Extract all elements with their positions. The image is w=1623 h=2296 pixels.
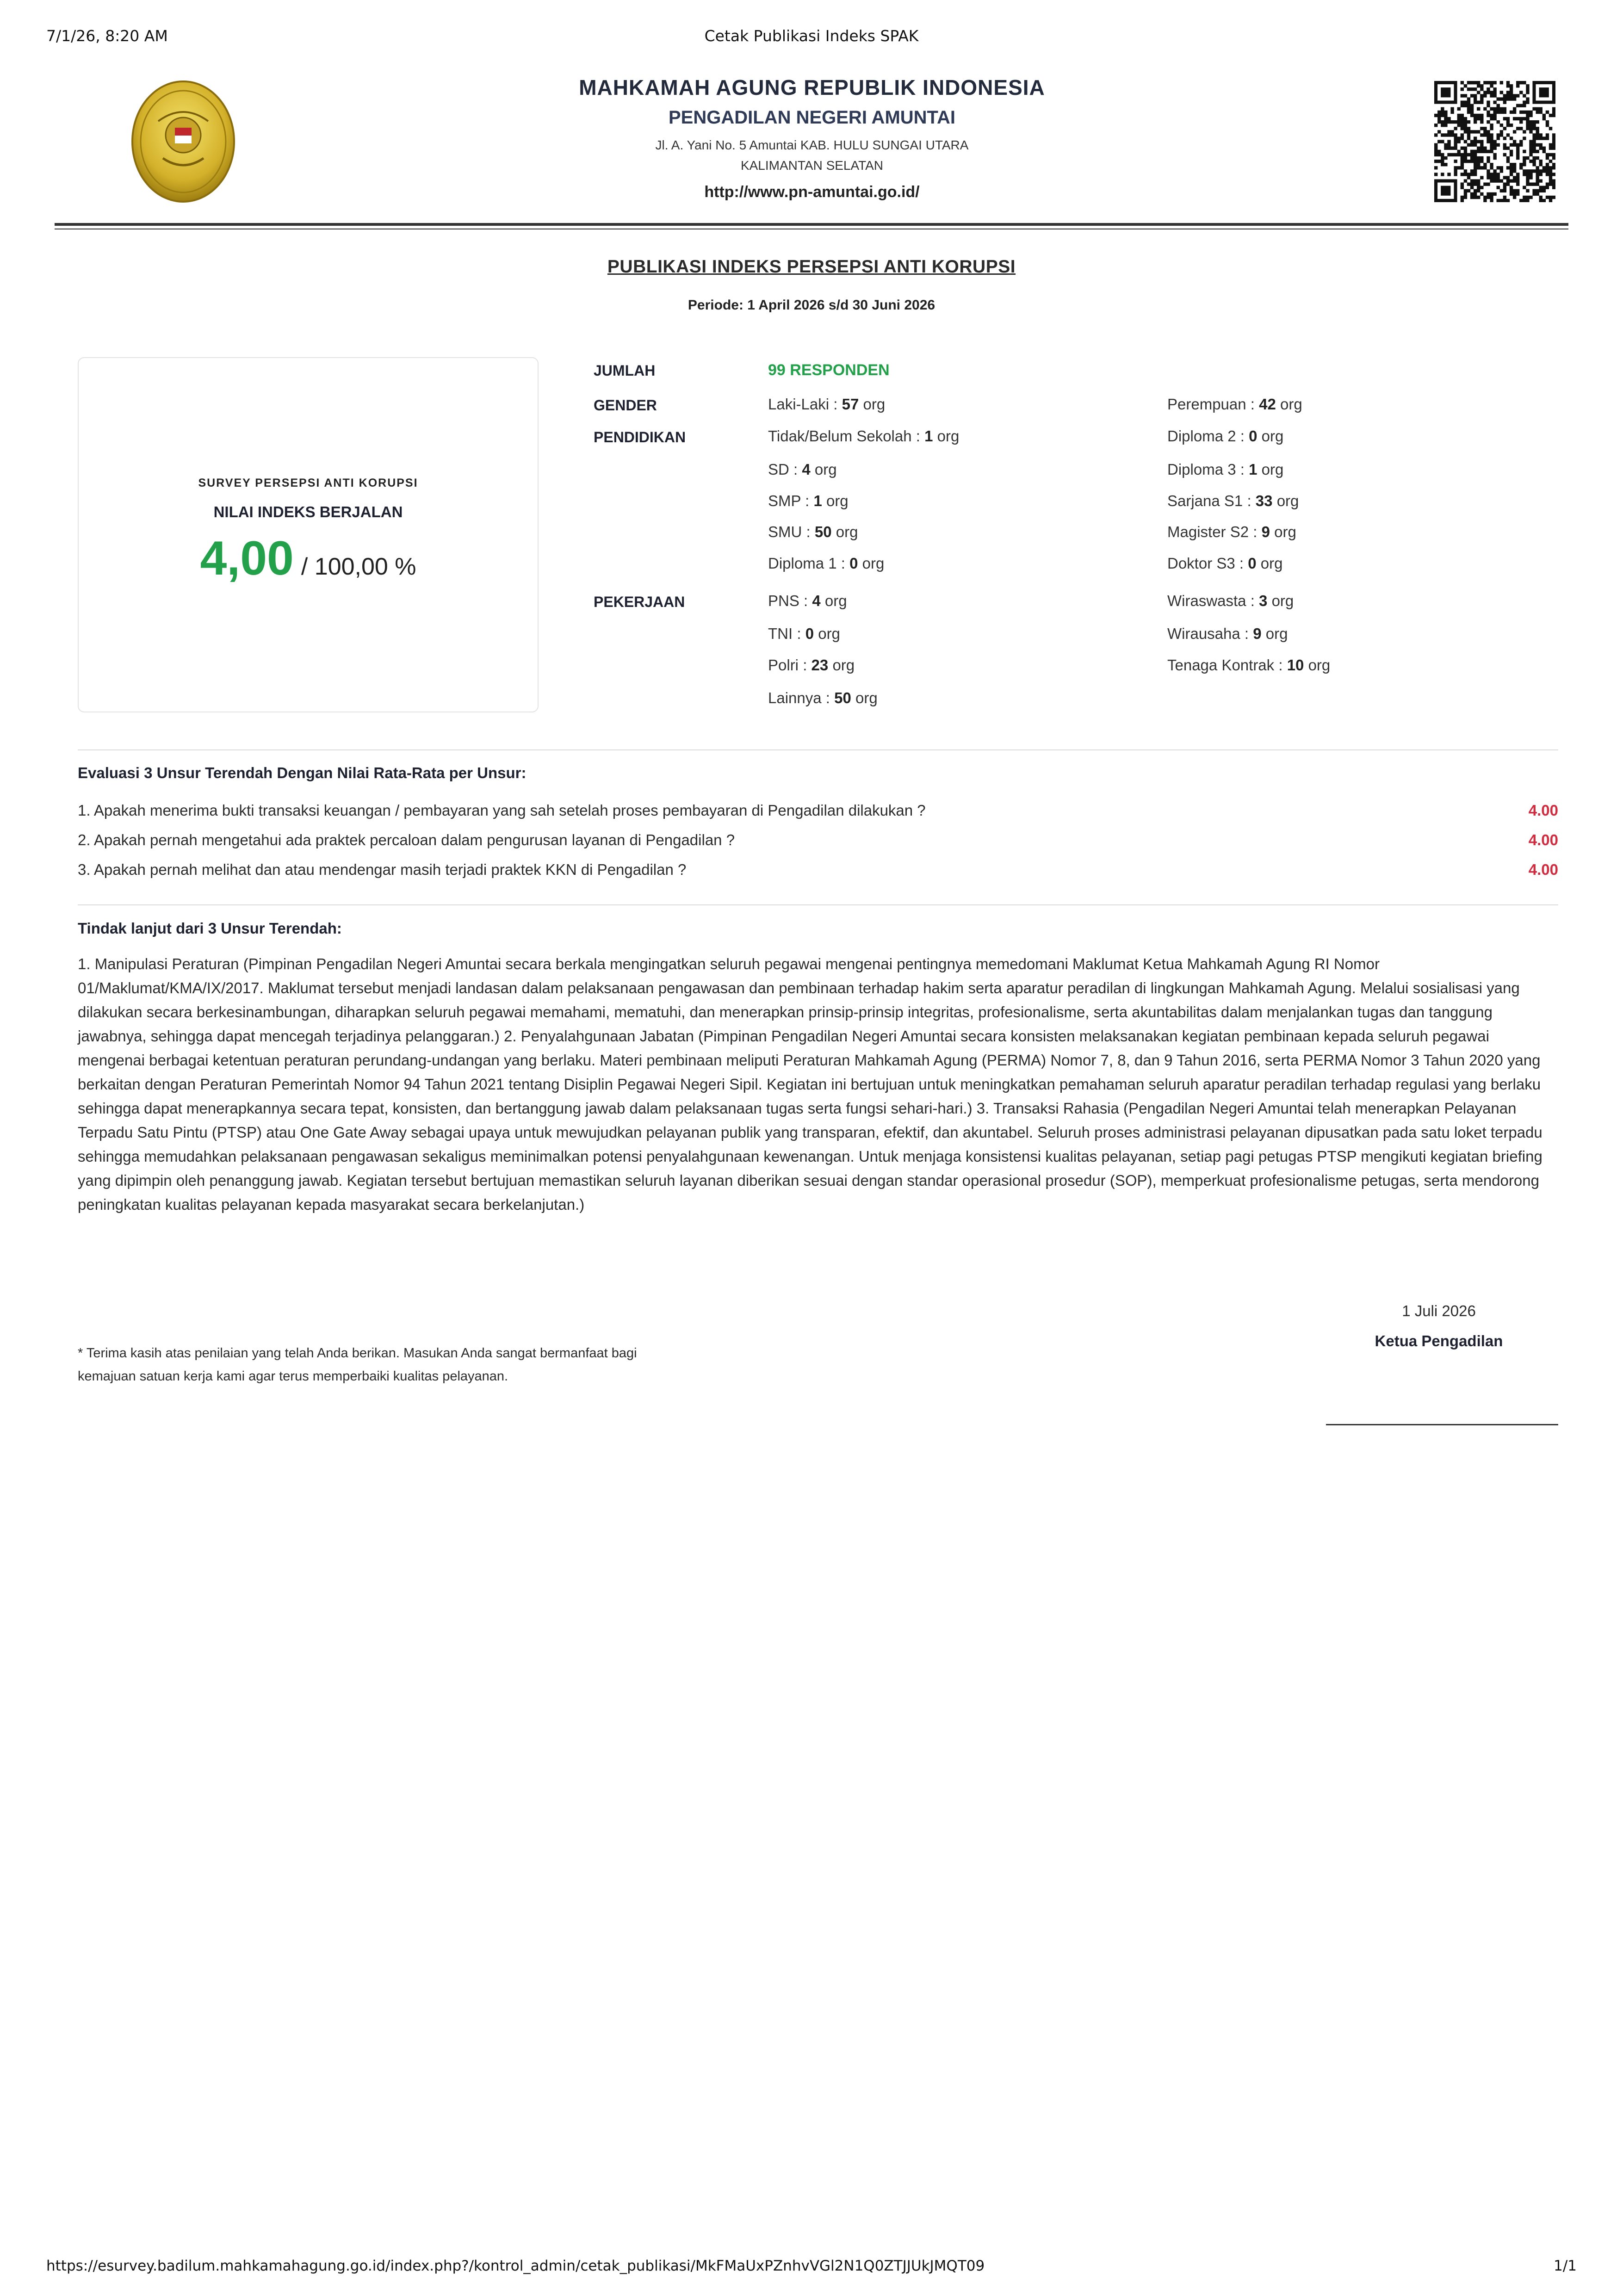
evaluation-score: 4.00 <box>1528 802 1558 819</box>
document-period: Periode: 1 April 2026 s/d 30 Juni 2026 <box>688 297 935 313</box>
stat-item: Magister S2 : 9 org <box>1167 523 1296 540</box>
stat-item: Diploma 1 : 0 org <box>768 555 885 572</box>
index-card-label: SURVEY PERSEPSI ANTI KORUPSI <box>198 477 418 489</box>
stat-item: Diploma 2 : 0 org <box>1167 427 1284 445</box>
stat-item: Diploma 3 : 1 org <box>1167 461 1284 478</box>
note-line-1: * Terima kasih atas penilaian yang telah Anda berikan. Masukan Anda sangat bermanfaat bagi <box>78 1346 637 1361</box>
print-page-number: 1/1 <box>1554 2258 1577 2274</box>
evaluation-item: 3. Apakah pernah melihat dan atau mendengar masih terjadi praktek KKN di Pengadilan ? <box>78 861 687 878</box>
stat-item: Wiraswasta : 3 org <box>1167 592 1294 609</box>
evaluation-item: 2. Apakah pernah mengetahui ada praktek percaloan dalam pengurusan layanan di Pengadilan ? <box>78 831 735 848</box>
signature-line <box>1326 1424 1558 1425</box>
print-page-title: Cetak Publikasi Indeks SPAK <box>704 27 919 45</box>
jumlah-label: JUMLAH <box>594 362 656 379</box>
office-name: PENGADILAN NEGERI AMUNTAI <box>669 107 955 128</box>
stat-item: Lainnya : 50 org <box>768 689 878 706</box>
note-line-2: kemajuan satuan kerja kami agar terus memperbaiki kualitas pelayanan. <box>78 1369 508 1384</box>
gender-label: GENDER <box>594 397 657 414</box>
document-title: PUBLIKASI INDEKS PERSEPSI ANTI KORUPSI <box>607 257 1016 277</box>
follow-up-text: 1. Manipulasi Peraturan (Pimpinan Pengadilan Negeri Amuntai secara berkala mengingatkan seluruh pegawai mengenai pentingnya memedomani Maklumat Ketua Mahkamah Agung RI Nomor 01/Maklumat/KMA/IX/2017. Maklumat tersebut menjadi landasan dalam pelaksanaan pengawasan dan pembinaan terhadap hakim serta aparatur peradilan di lingkungan Mahkamah Agung. Melalui sosialisasi yang dilakukan secara berkesinambungan, diharapkan seluruh pegawai memahami, mematuhi, dan menerapkan prinsip-prinsip integritas, profesionalisme, serta akuntabilitas dalam menjalankan tugas dan tanggung jawabnya, sehingga dapat mencegah terjadinya pelanggaran.) 2. Penyalahgunaan Jabatan (Pimpinan Pengadilan Negeri Amuntai secara konsisten melaksanakan kegiatan pembinaan kepada seluruh pegawai mengenai berbagai ketentuan peraturan perundang-undangan yang berlaku. Materi pembinaan meliputi Peraturan Mahkamah Agung (PERMA) Nomor 7, 8, dan 9 Tahun 2016, serta PERMA Nomor 3 Tahun 2020 yang berkaitan dengan Peraturan Pemerintah Nomor 94 Tahun 2021 tentang Disiplin Pegawai Negeri Sipil. Kegiatan ini bertujuan untuk meningkatkan pemahaman seluruh aparatur peradilan terhadap regulasi yang berlaku sehingga dapat menerapkannya secara tepat, konsisten, dan bertanggung jawab dalam pelaksanaan tugas serta fungsi sehari-hari.) 3. Transaksi Rahasia (Pengadilan Negeri Amuntai telah menerapkan Pelayanan Terpadu Satu Pintu (PTSP) atau One Gate Away sebagai upaya untuk mewujudkan pelayanan publik yang transparan, efektif, dan akuntabel. Seluruh proses administrasi pelayanan dipusatkan pada satu loket terpadu sehingga memudahkan pelaksanaan pengawasan sekaligus meminimalkan potensi penyalahgunaan kewenangan. Untuk menjaga konsistensi kualitas pelayanan, setiap pagi petugas PTSP mengikuti kegiatan briefing yang dipimpin oleh penanggung jawab. Kegiatan tersebut bertujuan memastikan seluruh layanan diberikan sesuai dengan standar operasional prosedur (SOP), memperkuat profesionalisme petugas, serta mendorong peningkatan kualitas pelayanan kepada masyarakat secara berkelanjutan.) <box>78 955 1542 1213</box>
evaluation-item: 1. Apakah menerima bukti transaksi keuangan / pembayaran yang sah setelah proses pembayaran di Pengadilan dilakukan ? <box>78 802 926 819</box>
evaluation-score: 4.00 <box>1528 861 1558 878</box>
evaluation-score: 4.00 <box>1528 831 1558 848</box>
stat-item: SD : 4 org <box>768 461 837 478</box>
thank-you-note <box>78 1342 818 1388</box>
website-link[interactable]: http://www.pn-amuntai.go.id/ <box>704 183 920 201</box>
stat-item: Polri : 23 org <box>768 656 855 674</box>
print-header <box>0 27 1623 55</box>
stat-item: PNS : 4 org <box>768 592 847 609</box>
stat-item: Perempuan : 42 org <box>1167 396 1302 413</box>
index-card-title: NILAI INDEKS BERJALAN <box>213 503 403 520</box>
stat-item: Doktor S3 : 0 org <box>1167 555 1283 572</box>
follow-up-title: Tindak lanjut dari 3 Unsur Terendah: <box>78 920 342 937</box>
signature-date: 1 Juli 2026 <box>1402 1302 1476 1319</box>
header-divider <box>55 223 1568 226</box>
jumlah-value: 99 RESPONDEN <box>768 361 890 379</box>
stat-item: Tidak/Belum Sekolah : 1 org <box>768 427 960 445</box>
index-score <box>78 531 539 586</box>
stat-item: Sarjana S1 : 33 org <box>1167 492 1299 509</box>
stat-item: Wirausaha : 9 org <box>1167 625 1288 642</box>
stat-item: Laki-Laki : 57 org <box>768 396 886 413</box>
section-divider <box>78 904 1558 905</box>
stat-item: SMP : 1 org <box>768 492 849 509</box>
section-divider <box>78 749 1558 750</box>
court-name: MAHKAMAH AGUNG REPUBLIK INDONESIA <box>579 75 1045 99</box>
stat-item: Tenaga Kontrak : 10 org <box>1167 656 1331 674</box>
print-timestamp: 7/1/26, 8:20 AM <box>46 27 168 45</box>
stat-item: TNI : 0 org <box>768 625 840 642</box>
address-line-1: Jl. A. Yani No. 5 Amuntai KAB. HULU SUNGAI UTARA <box>655 138 969 152</box>
print-url[interactable]: https://esurvey.badilum.mahkamahagung.go.id/index.php?/kontrol_admin/cetak_publikasi/MkFMaUxPZnhvVGl2N1Q0ZTJJUkJMQT09 <box>46 2258 985 2274</box>
pekerjaan-label: PEKERJAAN <box>594 594 685 610</box>
signature-title: Ketua Pengadilan <box>1375 1332 1503 1349</box>
pendidikan-label: PENDIDIKAN <box>594 429 686 446</box>
mahkamah-agung-logo-icon <box>130 80 236 204</box>
evaluation-title: Evaluasi 3 Unsur Terendah Dengan Nilai Rata-Rata per Unsur: <box>78 764 527 781</box>
stat-item: SMU : 50 org <box>768 523 858 540</box>
index-score-max: / 100,00 % <box>301 553 416 580</box>
qr-code-icon <box>1434 81 1555 202</box>
address-line-2: KALIMANTAN SELATAN <box>740 158 884 173</box>
index-score-value: 4,00 <box>200 532 294 585</box>
